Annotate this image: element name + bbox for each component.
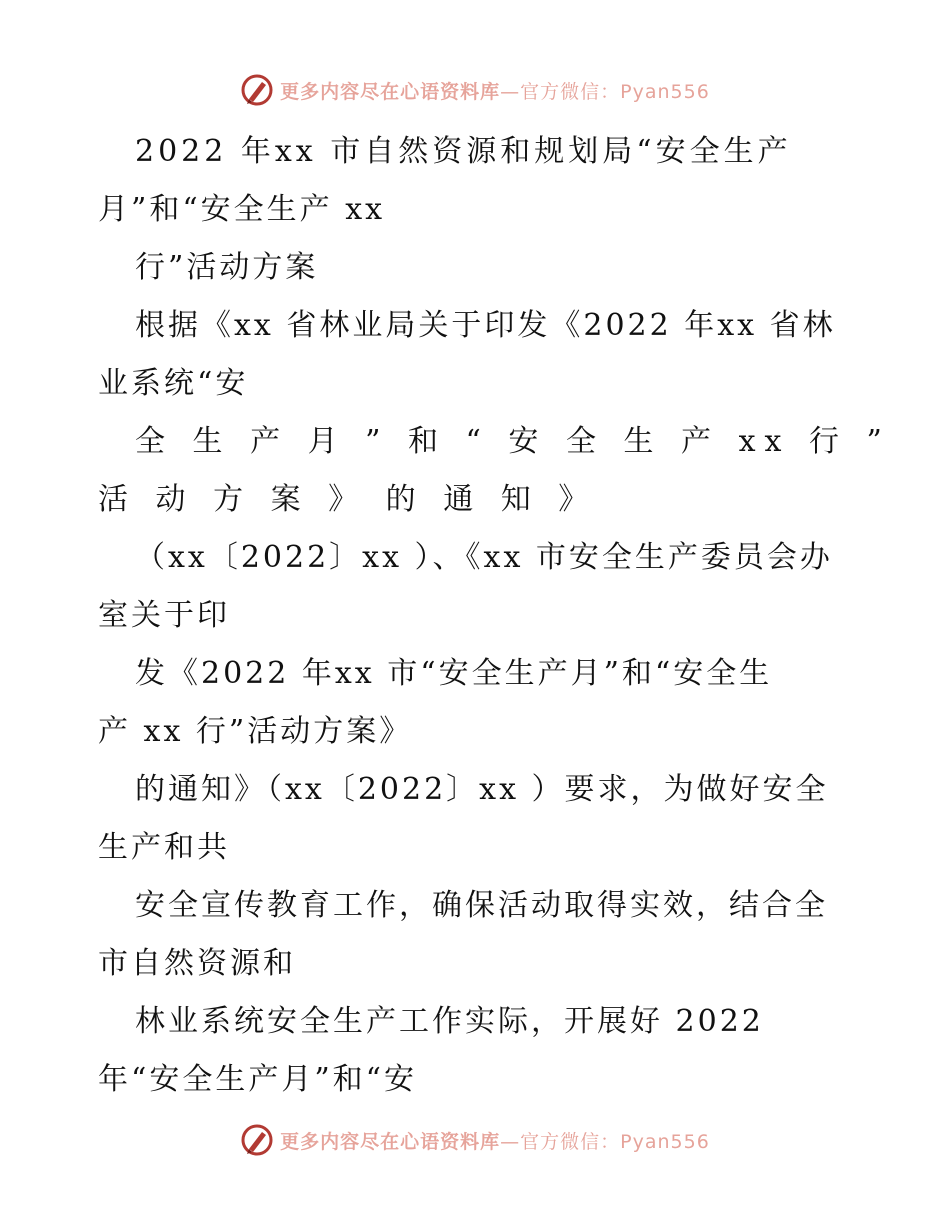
body-line-12: 市自然资源和 <box>98 946 296 981</box>
watermark-footer <box>0 1120 950 1160</box>
body-line-7: 发《2022 年xx 市“安全生产月”和“安全生 <box>135 656 773 691</box>
body-line-6: 室关于印 <box>98 598 230 633</box>
title-line-1: 2022 年xx 市自然资源和规划局“安全生产 <box>135 134 792 169</box>
body-line-14: 年“安全生产月”和“安 <box>98 1062 418 1097</box>
body-line-2: 业系统“安 <box>98 366 249 401</box>
title-line-2: 月”和“安全生产 xx <box>98 192 386 227</box>
body-line-10: 生产和共 <box>98 830 230 865</box>
body-line-11: 安全宣传教育工作，确保活动取得实效，结合全 <box>135 888 828 923</box>
body-line-8: 产 xx 行”活动方案》 <box>98 714 413 749</box>
pen-logo-icon <box>240 73 274 107</box>
body-line-5: （xx〔2022〕xx ）、《xx 市安全生产委员会办 <box>135 540 833 575</box>
watermark-text: 更多内容尽在心语资料库—官方微信：Pyan556 <box>280 1130 710 1153</box>
pen-logo-icon <box>240 1123 274 1157</box>
watermark-header <box>0 70 950 110</box>
body-line-3: 全 生 产 月 ” 和 “ 安 全 生 产 xx 行 ” <box>135 424 891 459</box>
body-line-13: 林业系统安全生产工作实际，开展好 2022 <box>135 1004 764 1039</box>
title-line-3: 行”活动方案 <box>135 250 319 285</box>
body-line-4: 活 动 方 案 》 的 通 知 》 <box>98 482 598 517</box>
body-line-9: 的通知》（xx〔2022〕xx ）要求，为做好安全 <box>135 772 829 807</box>
watermark-text: 更多内容尽在心语资料库—官方微信：Pyan556 <box>280 80 710 103</box>
body-line-1: 根据《xx 省林业局关于印发《2022 年xx 省林 <box>135 308 836 343</box>
